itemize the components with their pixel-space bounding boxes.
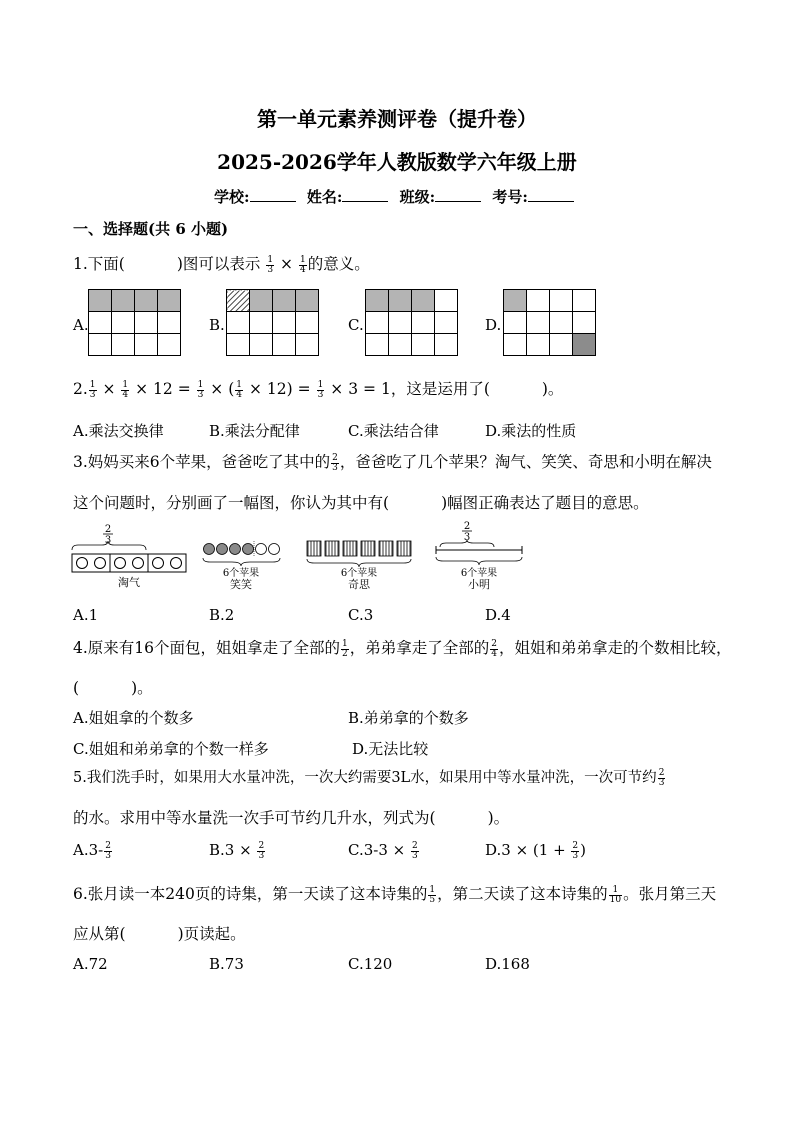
number-blank[interactable] <box>528 187 574 202</box>
q1-mid: )图可以表示 <box>176 255 261 273</box>
section-title: 一、选择题(共 6 小题) <box>73 220 229 238</box>
xiaoxiao-sublabel: 6个苹果 <box>222 568 260 579</box>
q2-option-c[interactable]: C.乘法结合律 <box>348 422 439 440</box>
question-6-line-2: 应从第( )页读起。 <box>73 925 246 943</box>
question-3-line-1: 3.妈妈买来6个苹果，爸爸吃了其中的 $\frac{2}{3}$ ，爸爸吃了几个苹果？淘气、笑笑、奇思和小明在解决 <box>73 452 712 473</box>
question-2-stem: 2. $\frac{1}{3}$ × $\frac{1}{4}$ × 12 = $\frac{1}{3}$ × ( $\frac{1}{4}$ × 12) = $\frac{1}{3}$ × 3 = 1，这是运用了( )。 <box>73 379 564 400</box>
class-label: 班级: <box>399 188 436 206</box>
q4-option-d[interactable]: D.无法比较 <box>352 740 429 758</box>
page-subtitle: 2025-2026学年人教版数学六年级上册 <box>217 150 577 174</box>
school-label: 学校: <box>214 188 250 206</box>
xiaoming-frac-d: 3 <box>463 532 471 543</box>
q2-option-d[interactable]: D.乘法的性质 <box>485 422 577 440</box>
taoqi-frac-n: 2 <box>104 524 112 535</box>
figure-xiaoxiao <box>203 541 280 591</box>
q1-option-d-grid <box>503 289 596 356</box>
figure-qisi <box>307 541 411 591</box>
qisi-sublabel: 6个苹果 <box>340 568 378 579</box>
q1-option-a-grid <box>88 289 181 356</box>
q3-figures <box>70 520 530 592</box>
class-blank[interactable] <box>435 187 481 202</box>
qisi-label: 奇思 <box>348 578 370 591</box>
q6-option-c[interactable]: C.120 <box>348 955 393 973</box>
question-4-line-1: 4.原来有16个面包，姐姐拿走了全部的 $\frac{1}{2}$ ，弟弟拿走了全部的 $\frac{2}{4}$ ，姐姐和弟弟拿走的个数相比较， <box>73 638 732 659</box>
fraction: $\frac{1}{4}$ <box>299 254 306 275</box>
q2-option-a[interactable]: A.乘法交换律 <box>73 422 164 440</box>
q5-option-c[interactable]: C.3-3 × $\frac{2}{3}$ <box>348 840 418 861</box>
q4-option-c[interactable]: C.姐姐和弟弟拿的个数一样多 <box>73 740 269 758</box>
question-5-line-2: 的水。求用中等水量洗一次手可节约几升水，列式为( )。 <box>73 809 510 827</box>
q5-option-b[interactable]: B.3 × $\frac{2}{3}$ <box>209 840 265 861</box>
q4-option-a[interactable]: A.姐姐拿的个数多 <box>73 709 194 727</box>
q2-option-b[interactable]: B.乘法分配律 <box>209 422 300 440</box>
question-6-line-1: 6.张月读一本240页的诗集，第一天读了这本诗集的 $\frac{1}{5}$ ，第二天读了这本诗集的 $\frac{1}{10}$ 。张月第三天 <box>73 884 717 905</box>
question-3-line-2: 这个问题时，分别画了一幅图，你认为其中有( )幅图正确表达了题目的意思。 <box>73 494 649 512</box>
q4-option-b[interactable]: B.弟弟拿的个数多 <box>348 709 469 727</box>
q1-option-b-grid <box>226 289 319 356</box>
taoqi-frac-d: 3 <box>104 535 112 546</box>
q6-option-a[interactable]: A.72 <box>73 955 108 973</box>
number-label: 考号: <box>492 188 528 206</box>
q6-option-d[interactable]: D.168 <box>485 955 530 973</box>
q5-option-a[interactable]: A.3- $\frac{2}{3}$ <box>73 840 111 861</box>
page-title: 第一单元素养测评卷（提升卷） <box>257 107 537 131</box>
q3-option-c[interactable]: C.3 <box>348 606 374 624</box>
q5-option-d[interactable]: D.3 × (1 + $\frac{2}{3}$ ) <box>485 840 587 861</box>
q6-option-b[interactable]: B.73 <box>209 955 244 973</box>
name-label: 姓名: <box>306 188 343 206</box>
xiaoming-sublabel: 6个苹果 <box>460 568 498 579</box>
figure-taoqi <box>72 524 186 589</box>
fraction: $\frac{1}{3}$ <box>267 254 274 275</box>
q1-option-d-label[interactable]: D. <box>485 316 502 334</box>
q1-prefix: 1.下面( <box>73 255 125 273</box>
question-1-stem: 1.下面( )图可以表示 $\frac{1}{3}$ × $\frac{1}{4}$ 的意义。 <box>73 254 370 275</box>
school-blank[interactable] <box>250 187 296 202</box>
q3-option-d[interactable]: D.4 <box>485 606 511 624</box>
question-5-line-1: 5.我们洗手时，如果用大水量冲洗，一次大约需要3L水，如果用中等水量冲洗，一次可节约 $\frac{2}{3}$ <box>73 767 665 788</box>
xiaoming-frac-n: 2 <box>463 521 471 532</box>
q1-option-a-label[interactable]: A. <box>73 316 89 334</box>
question-4-line-2: ( )。 <box>73 679 153 697</box>
figure-xiaoming <box>436 521 522 591</box>
xiaoming-label: 小明 <box>468 578 490 591</box>
name-blank[interactable] <box>342 187 388 202</box>
student-info-line <box>0 186 794 207</box>
xiaoxiao-label: 笑笑 <box>230 578 252 591</box>
taoqi-label: 淘气 <box>118 576 140 589</box>
q3-option-a[interactable]: A.1 <box>73 606 99 624</box>
q1-option-c-label[interactable]: C. <box>348 316 364 334</box>
q3-option-b[interactable]: B.2 <box>209 606 235 624</box>
q1-option-c-grid <box>365 289 458 356</box>
q1-option-b-label[interactable]: B. <box>209 316 225 334</box>
